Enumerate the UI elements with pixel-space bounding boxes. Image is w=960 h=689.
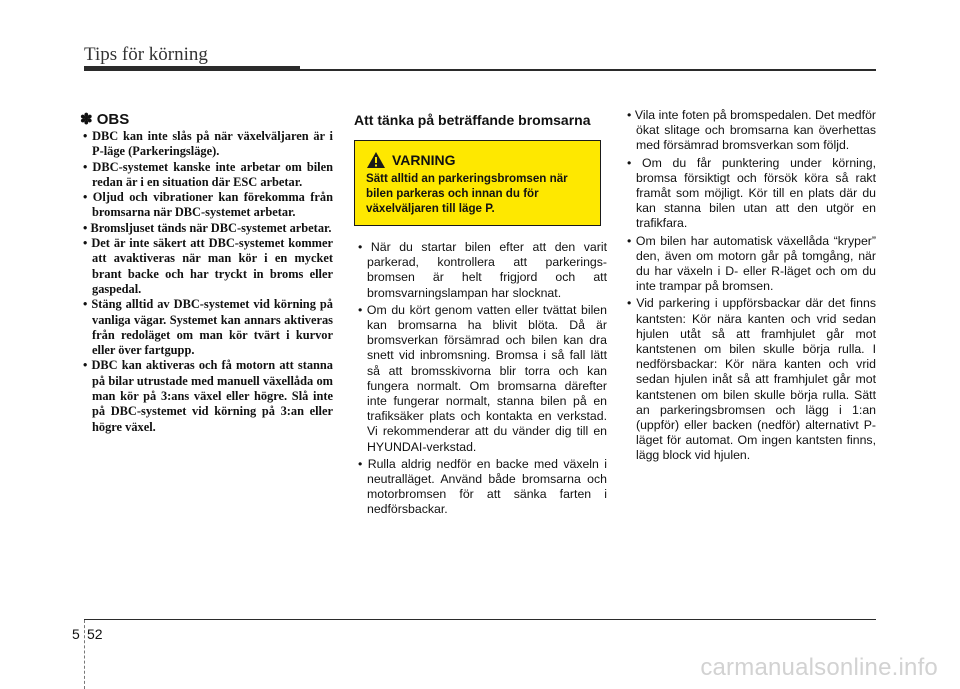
footer-rule <box>84 619 876 620</box>
warning-text: Sätt alltid an parkeringsbromsen när bilen parkeras och innan du för växelväljaren till läge P. <box>366 172 568 215</box>
obs-item: • Oljud och vibrationer kan förekomma från bromsarna när DBC-systemet arbetar. <box>80 190 333 221</box>
brakes-list <box>354 240 607 518</box>
warning-header <box>366 151 590 169</box>
warning-label: VARNING <box>392 152 456 168</box>
brakes-column <box>354 108 607 520</box>
obs-item: • Stäng alltid av DBC-systemet vid körning på vanliga vägar. Systemet kan annars aktiveras från redoläget om man kör tvärt i kurvor eller över fartgupp. <box>80 297 333 358</box>
footer-dashed-line <box>84 620 85 689</box>
obs-item: • DBC kan inte slås på när växelväljaren är i P-läge (Parkeringsläge). <box>80 129 333 160</box>
warning-box <box>354 140 601 226</box>
obs-item: • Bromsljuset tänds när DBC-systemet arbetar. <box>80 221 333 236</box>
brakes-item: • När du startar bilen efter att den varit parkerad, kontrollera att parkerings-bromsen är helt frigjord och att bromsvarningslampan har slocknat. <box>354 240 607 301</box>
header-rule-thick <box>84 66 300 71</box>
tips-column <box>623 108 876 466</box>
brakes-section-title: Att tänka på beträffande bromsarna <box>354 112 591 128</box>
obs-item: • DBC-systemet kanske inte arbetar om bilen redan är i en situation där ESC arbetar. <box>80 160 333 191</box>
chapter-number: 5 <box>72 626 80 642</box>
obs-title: ✽ OBS <box>80 111 130 128</box>
brakes-item: • Rulla aldrig nedför en backe med växeln i neutralläget. Använd både bromsarna och motorbromsen för att sänka farten i nedförsbackar. <box>354 457 607 518</box>
obs-column <box>80 108 333 435</box>
obs-list <box>80 129 333 435</box>
watermark: carmanualsonline.info <box>700 654 938 681</box>
obs-item: • DBC kan aktiveras och få motorn att stanna på bilar utrustade med manuell växellåda om man kör på 3:ans växel eller högre. Slå inte på DBC-systemet vid körning på 3:an eller högre växel. <box>80 358 333 434</box>
tips-item: • Om bilen har automatisk växellåda “kryper” den, även om motorn går på tomgång, när du har växeln i D- eller R-läget och om du inte trampar på bromsen. <box>623 234 876 295</box>
brakes-item: • Om du kört genom vatten eller tvättat bilen kan bromsarna ha blivit blöta. Då är bromsverkan försämrad och bilen kan dra snett vid inbromsning. Bromsa i så fall lätt så att bromsskivorna blir torra och kan fungera normalt. Om bromsarna därefter inte fungerar normalt, stanna bilen på en trafiksäker plats och kontakta en verkstad. Vi rekommenderar att du vänder dig till en HYUNDAI-verkstad. <box>354 303 607 455</box>
tips-list <box>623 108 876 464</box>
tips-item: • Om du får punktering under körning, bromsa försiktigt och försök köra så rakt framåt som möjligt. Kör till en plats där du kan stanna bilen utan att den utgör en trafikfara. <box>623 156 876 232</box>
warning-triangle-icon <box>366 151 386 169</box>
tips-item: • Vila inte foten på bromspedalen. Det medför ökat slitage och bromsarna kan överhettas med försämrad bromsverkan som följd. <box>623 108 876 154</box>
obs-item: • Det är inte säkert att DBC-systemet kommer att avaktiveras när man kör i en mycket brant backe och har tryckt in broms eller gaspedal. <box>80 236 333 297</box>
page-header-title: Tips för körning <box>84 44 208 65</box>
tips-item: • Vid parkering i uppförsbackar där det finns kantsten: Kör nära kanten och vrid sedan hjulen utåt så att framhjulet går mot kantstenen om bilen skulle börja rulla. I nedförsbackar: Kör nära kanten och vrid sedan hjulen inåt så att framhjulet går mot kantstenen om bilen skulle börja rulla. Sätt an parkeringsbromsen och lägg i 1:an (uppför) eller backen (nedför) alternativt P-läget för automat. Om ingen kantsten finns, lägg block vid hjulen. <box>623 296 876 463</box>
page-number: 52 <box>87 626 103 642</box>
header-rule-thin <box>300 69 876 71</box>
